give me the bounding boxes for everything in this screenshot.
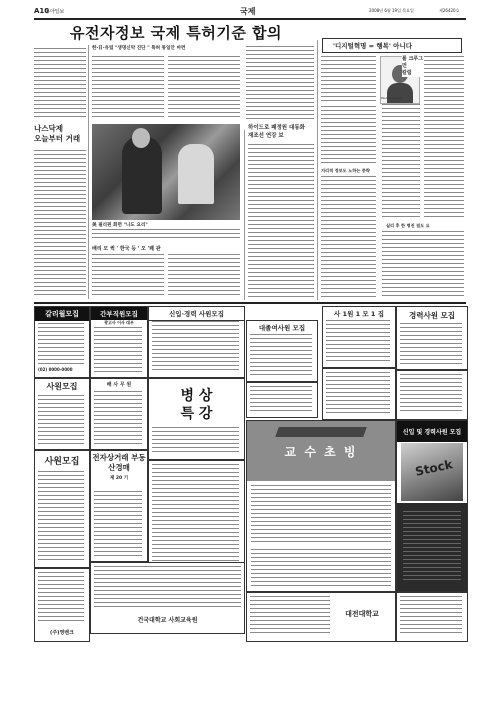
photo-caption xyxy=(92,222,240,228)
column-body-right-b xyxy=(321,106,376,166)
ad-title: (주)영벤크 xyxy=(50,630,74,636)
columnist-label-text: 폴 크루그먼 칼럼 xyxy=(402,56,426,77)
ad-dark-panel xyxy=(397,503,467,591)
column-body-right-f xyxy=(382,231,464,298)
article-body-left-top xyxy=(34,48,86,120)
ad-box xyxy=(148,460,245,572)
article-body-center-mid xyxy=(248,144,314,298)
ad-title: 사원모집 xyxy=(46,382,78,391)
ad-title: 병 상 특 강 xyxy=(180,388,213,422)
ad-body xyxy=(94,327,142,373)
ad-body xyxy=(94,566,241,610)
ad-body xyxy=(152,321,239,373)
center-mid-title-text: 하이드로 패정원 대동화 재조선 연강 보 xyxy=(248,125,305,139)
columnist-byline: Paul Krugman xyxy=(381,96,402,100)
ad-title: 건국대학교 사회교육원 xyxy=(137,617,198,624)
column-rule xyxy=(88,45,89,299)
ad-title: 신입 및 경력사원 모집 xyxy=(397,421,467,442)
article-body-left xyxy=(34,150,86,298)
below-photo-subhead-text: 배리 모 퀵 ' 한국 등 ' 오 '쾌 관 xyxy=(92,246,161,252)
ad-body xyxy=(400,374,462,414)
column-subsection: 지리적 정보도 노하는 중략 xyxy=(321,168,370,173)
ad-title: 배 사 무 원 xyxy=(106,382,132,388)
ad-box xyxy=(396,370,468,420)
ad-phone: (02) 0000-0000 xyxy=(38,367,73,372)
ad-subtitle: 제 20 기 xyxy=(109,476,129,481)
photo-caption-title: 美 필리핀 화면 "나도 요리" xyxy=(92,223,148,228)
ad-body xyxy=(326,320,390,362)
ad-box xyxy=(396,592,468,642)
column-rule xyxy=(244,130,245,300)
column-body-right-d xyxy=(382,104,420,220)
ad-body xyxy=(250,596,330,636)
columnist-label xyxy=(402,56,426,76)
photo-figure xyxy=(132,128,150,148)
column-body-right-a xyxy=(321,56,376,104)
center-subhead xyxy=(92,46,240,52)
ad-body xyxy=(94,391,142,445)
ad-box xyxy=(90,450,148,562)
center-subhead-text: 한·日·유럽 "생명신약 진단 " 특허 통일안 마련 xyxy=(92,46,186,51)
main-headline: 유전자정보 국제 특허기준 합의 xyxy=(70,24,283,42)
ad-box xyxy=(396,306,468,370)
ad-title: 교 수 초 빙 xyxy=(284,445,358,459)
ad-body xyxy=(251,485,391,545)
column-body-right-e xyxy=(424,56,464,220)
news-photo xyxy=(92,124,240,220)
column-banner-text: '디지털혁명 = 행복' 아니다 xyxy=(333,42,413,50)
ad-title: 전자상거래 부동산경매 xyxy=(92,453,146,472)
ad-box xyxy=(246,382,318,418)
ad-box xyxy=(246,320,318,382)
ad-title: 간부직원모집 xyxy=(91,307,147,320)
ad-title: 대졸여사원 모집 xyxy=(258,324,306,332)
left-column-title-text: 나스닥제 오늘부터 거래 xyxy=(34,124,81,143)
ad-title: 경력사원 모집 xyxy=(408,311,456,320)
ad-box xyxy=(322,306,396,368)
ad-body xyxy=(38,471,84,563)
photo-caption-body xyxy=(92,229,240,241)
ad-body xyxy=(94,491,142,557)
ad-body xyxy=(400,596,462,636)
columnist-body xyxy=(387,83,413,103)
article-body-center-c xyxy=(246,46,314,120)
ad-box xyxy=(322,368,396,420)
paper-name: 동아일보 xyxy=(45,9,65,15)
ad-body xyxy=(38,395,84,445)
ad-body xyxy=(250,334,312,376)
ad-box xyxy=(396,420,468,592)
column-banner xyxy=(322,38,462,53)
column-subsection-2: 실리 후 한 명진 점도 요 xyxy=(386,223,430,228)
ad-box xyxy=(34,568,90,642)
article-body-center-b xyxy=(168,56,240,120)
ad-title: 갈리월모집 xyxy=(35,307,89,321)
ad-box xyxy=(148,378,245,460)
date-line: 2008년 6월 19일 목요일 xyxy=(369,8,414,13)
photo-figure xyxy=(178,144,214,204)
ad-box xyxy=(34,450,90,568)
ad-box xyxy=(148,306,245,378)
ad-subtitle: 광고사 이사 대우 xyxy=(104,320,134,325)
ad-body xyxy=(326,372,390,414)
ad-body xyxy=(152,427,239,455)
ad-box xyxy=(246,420,396,592)
column-body-right-c xyxy=(321,176,376,298)
ad-body xyxy=(400,323,462,365)
below-photo-subhead xyxy=(92,245,240,252)
center-mid-title xyxy=(248,124,314,140)
column-rule xyxy=(317,40,318,300)
ad-box xyxy=(90,562,245,634)
ad-body xyxy=(251,549,391,587)
ad-box xyxy=(90,378,148,450)
ads-top-rule xyxy=(34,302,466,304)
ad-body xyxy=(403,511,461,581)
left-column-title xyxy=(34,124,88,144)
ad-box xyxy=(246,592,396,642)
ad-box xyxy=(34,378,90,450)
ad-box xyxy=(90,306,148,378)
ad-title: 사원모집 xyxy=(44,457,80,467)
ad-body xyxy=(38,572,84,624)
ad-body xyxy=(250,386,312,412)
edition-number: 제26420호 xyxy=(439,8,460,13)
article-body-center-a xyxy=(92,56,164,120)
stock-label: Stock xyxy=(413,457,454,479)
ad-title: 신입·경력 사원모집 xyxy=(149,307,244,321)
masthead xyxy=(34,6,466,18)
ad-box xyxy=(34,306,90,378)
ad-graphic xyxy=(401,443,463,501)
article-body-below-photo-a xyxy=(92,254,164,298)
ad-body xyxy=(38,323,84,365)
article-body-below-photo-b xyxy=(168,254,240,298)
ad-body xyxy=(152,464,239,568)
ad-title: 사 1원 1 모 1 집 xyxy=(334,310,384,318)
ad-title: 대전대학교 xyxy=(345,610,379,618)
section-label: 국제 xyxy=(240,7,256,16)
masthead-rule xyxy=(34,18,466,20)
page-label: A10 xyxy=(34,7,50,15)
ad-roof xyxy=(275,427,367,437)
